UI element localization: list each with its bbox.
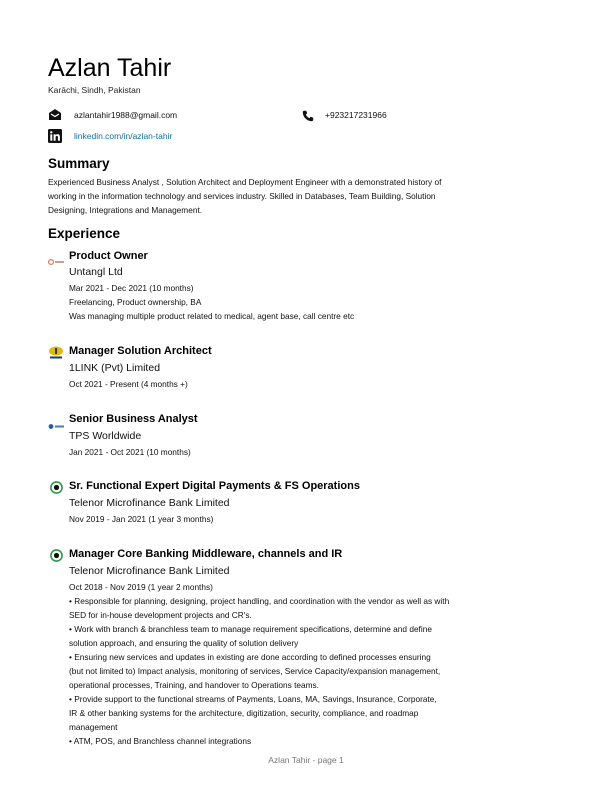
- telenor-logo-icon: [50, 481, 63, 494]
- job-dates: Mar 2021 - Dec 2021 (10 months): [69, 283, 194, 293]
- job-title: Senior Business Analyst: [69, 413, 198, 425]
- company-name: 1LINK (Pvt) Limited: [69, 362, 161, 374]
- job-title: Product Owner: [69, 250, 148, 262]
- job-detail: (but not limited to) Impact analysis, monitoring of services, Service Capacity/expansion management,: [69, 666, 441, 676]
- page-footer: Azlan Tahir - page 1: [268, 755, 344, 765]
- job-detail: IR & other banking systems for the architecture, digitization, security, compliance, and roadmap: [69, 708, 419, 718]
- job-detail: Was managing multiple product related to medical, agent base, call centre etc: [69, 311, 355, 321]
- summary-heading: Summary: [48, 156, 110, 171]
- summary-line: working in the information technology and services industry. Skilled in Databases, Team Building, Solution: [48, 191, 436, 201]
- job-detail: • Provide support to the functional streams of Payments, Loans, MA, Savings, Insurance, Corporate,: [69, 694, 437, 704]
- job-detail: management: [69, 722, 118, 732]
- 1link-logo-icon: [48, 346, 64, 360]
- untangl-logo-icon: [48, 253, 65, 261]
- summary-text: [48, 175, 568, 217]
- job-dates: Jan 2021 - Oct 2021 (10 months): [69, 447, 191, 457]
- email-link[interactable]: azlantahir1988@gmail.com: [74, 110, 178, 120]
- summary-line: Designing, Integrations and Management.: [48, 205, 203, 215]
- telenor-logo-icon: [50, 549, 63, 562]
- job-dates: Oct 2021 - Present (4 months +): [69, 379, 188, 389]
- phone-icon: [302, 109, 314, 121]
- company-name: TPS Worldwide: [69, 430, 142, 442]
- job-detail: solution approach, and ensuring the quality of solution delivery: [69, 638, 299, 648]
- job-title: Manager Core Banking Middleware, channels and IR: [69, 548, 343, 560]
- experience-heading: Experience: [48, 226, 121, 241]
- job-detail: Freelancing, Product ownership, BA: [69, 297, 202, 307]
- job-dates: Nov 2019 - Jan 2021 (1 year 3 months): [69, 514, 214, 524]
- company-name: Telenor Microfinance Bank Limited: [69, 497, 230, 509]
- location: Karāchi, Sindh, Pakistan: [48, 85, 141, 95]
- linkedin-link[interactable]: linkedin.com/in/azlan-tahir: [74, 131, 173, 141]
- job-detail: • Responsible for planning, designing, project handling, and coordination with the vendor as well as with: [69, 596, 450, 606]
- job-title: Manager Solution Architect: [69, 345, 212, 357]
- job-detail: • Work with branch & branchless team to manage requirement specifications, determine and define: [69, 624, 432, 634]
- summary-line: Experienced Business Analyst , Solution Architect and Deployment Engineer with a demonstrated history of: [48, 177, 442, 187]
- job-detail: • Ensuring new services and updates in existing are done according to defined processes ensuring: [69, 652, 431, 662]
- job-detail: operational processes, Training, and handover to Operations teams.: [69, 680, 319, 690]
- envelope-icon: [48, 108, 62, 121]
- job-title: Sr. Functional Expert Digital Payments & FS Operations: [69, 480, 360, 492]
- company-name: Untangl Ltd: [69, 266, 123, 278]
- candidate-name: Azlan Tahir: [48, 54, 172, 82]
- tps-logo-icon: [48, 417, 65, 424]
- job-detail: SED for in-house development projects and CR's.: [69, 610, 252, 620]
- job-detail: • ATM, POS, and Branchless channel integrations: [69, 736, 252, 746]
- phone-number[interactable]: +923217231966: [325, 110, 387, 120]
- company-name: Telenor Microfinance Bank Limited: [69, 565, 230, 577]
- job-dates: Oct 2018 - Nov 2019 (1 year 2 months): [69, 582, 213, 592]
- linkedin-icon: [48, 129, 62, 143]
